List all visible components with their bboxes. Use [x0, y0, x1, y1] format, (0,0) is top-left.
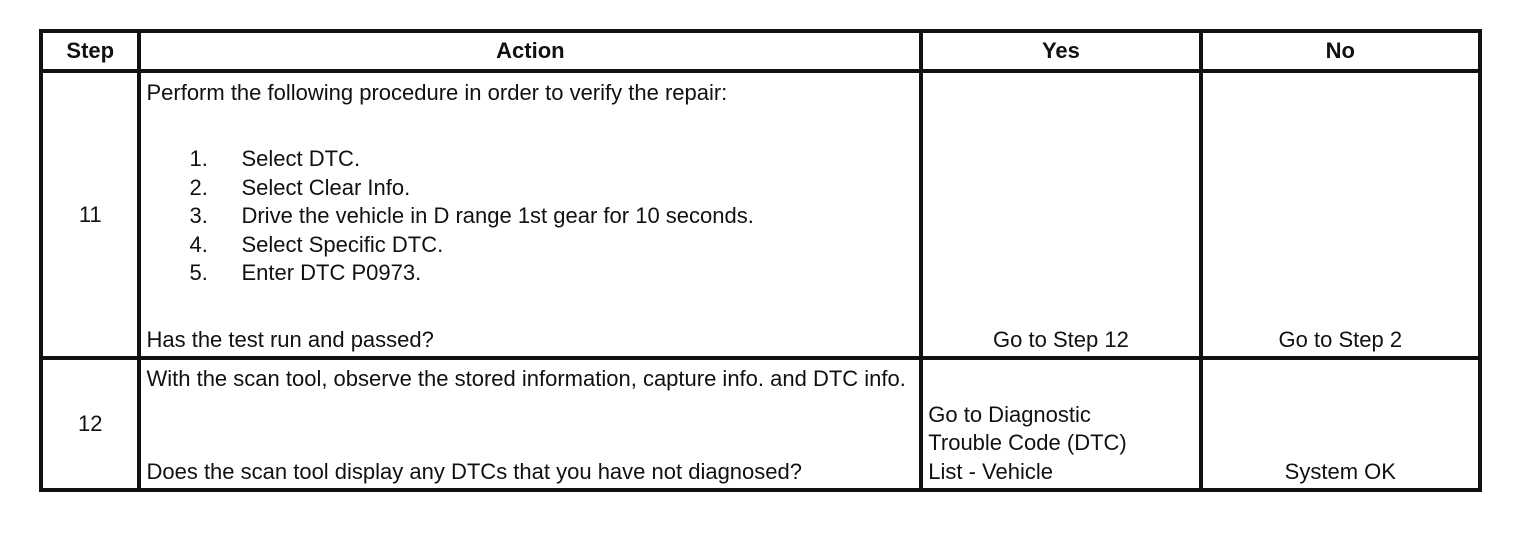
action-question: Has the test run and passed? — [146, 327, 434, 352]
diagnostic-table — [39, 29, 1482, 492]
table-row — [41, 71, 1480, 358]
yes-result-line: Trouble Code (DTC) — [928, 430, 1127, 455]
list-item-number: 5. — [189, 260, 208, 285]
header-action: Action — [139, 31, 921, 71]
list-item — [189, 174, 753, 203]
yes-result — [928, 401, 1126, 487]
procedure-list — [189, 145, 753, 288]
list-item-text: Drive the vehicle in D range 1st gear for 10 seconds. — [241, 203, 754, 228]
list-item-text: Select DTC. — [241, 146, 361, 171]
no-cell — [1201, 358, 1480, 490]
header-yes: Yes — [921, 31, 1200, 71]
table-row — [41, 358, 1480, 490]
no-result: System OK — [1284, 459, 1396, 484]
list-item-number: 4. — [189, 231, 208, 257]
step-number: 12 — [41, 358, 139, 490]
header-row — [41, 31, 1480, 71]
yes-result-line: List - Vehicle — [928, 458, 1053, 484]
step-number: 11 — [41, 71, 139, 358]
no-result: Go to Step 2 — [1278, 327, 1403, 352]
header-step: Step — [41, 31, 139, 71]
yes-cell — [921, 358, 1200, 490]
list-item — [189, 259, 753, 288]
action-cell — [139, 71, 921, 358]
list-item-text: Enter DTC P0973. — [241, 260, 422, 285]
yes-result: Go to Step 12 — [993, 327, 1129, 352]
list-item-text: Select Clear Info. — [241, 174, 411, 200]
header-no: No — [1201, 31, 1480, 71]
yes-cell — [921, 71, 1200, 358]
list-item — [189, 202, 753, 231]
list-item — [189, 231, 753, 260]
action-intro: With the scan tool, observe the stored information, capture info. and DTC info. — [146, 366, 906, 391]
list-item-number: 2. — [189, 174, 208, 200]
list-item-number: 3. — [189, 203, 208, 228]
action-intro: Perform the following procedure in order to verify the repair: — [146, 80, 728, 105]
list-item-number: 1. — [189, 146, 208, 171]
action-question: Does the scan tool display any DTCs that you have not diagnosed? — [146, 459, 802, 484]
no-cell — [1201, 71, 1480, 358]
action-cell — [139, 358, 921, 490]
yes-result-line: Go to Diagnostic — [928, 401, 1091, 427]
list-item — [189, 145, 753, 174]
list-item-text: Select Specific DTC. — [241, 231, 444, 257]
